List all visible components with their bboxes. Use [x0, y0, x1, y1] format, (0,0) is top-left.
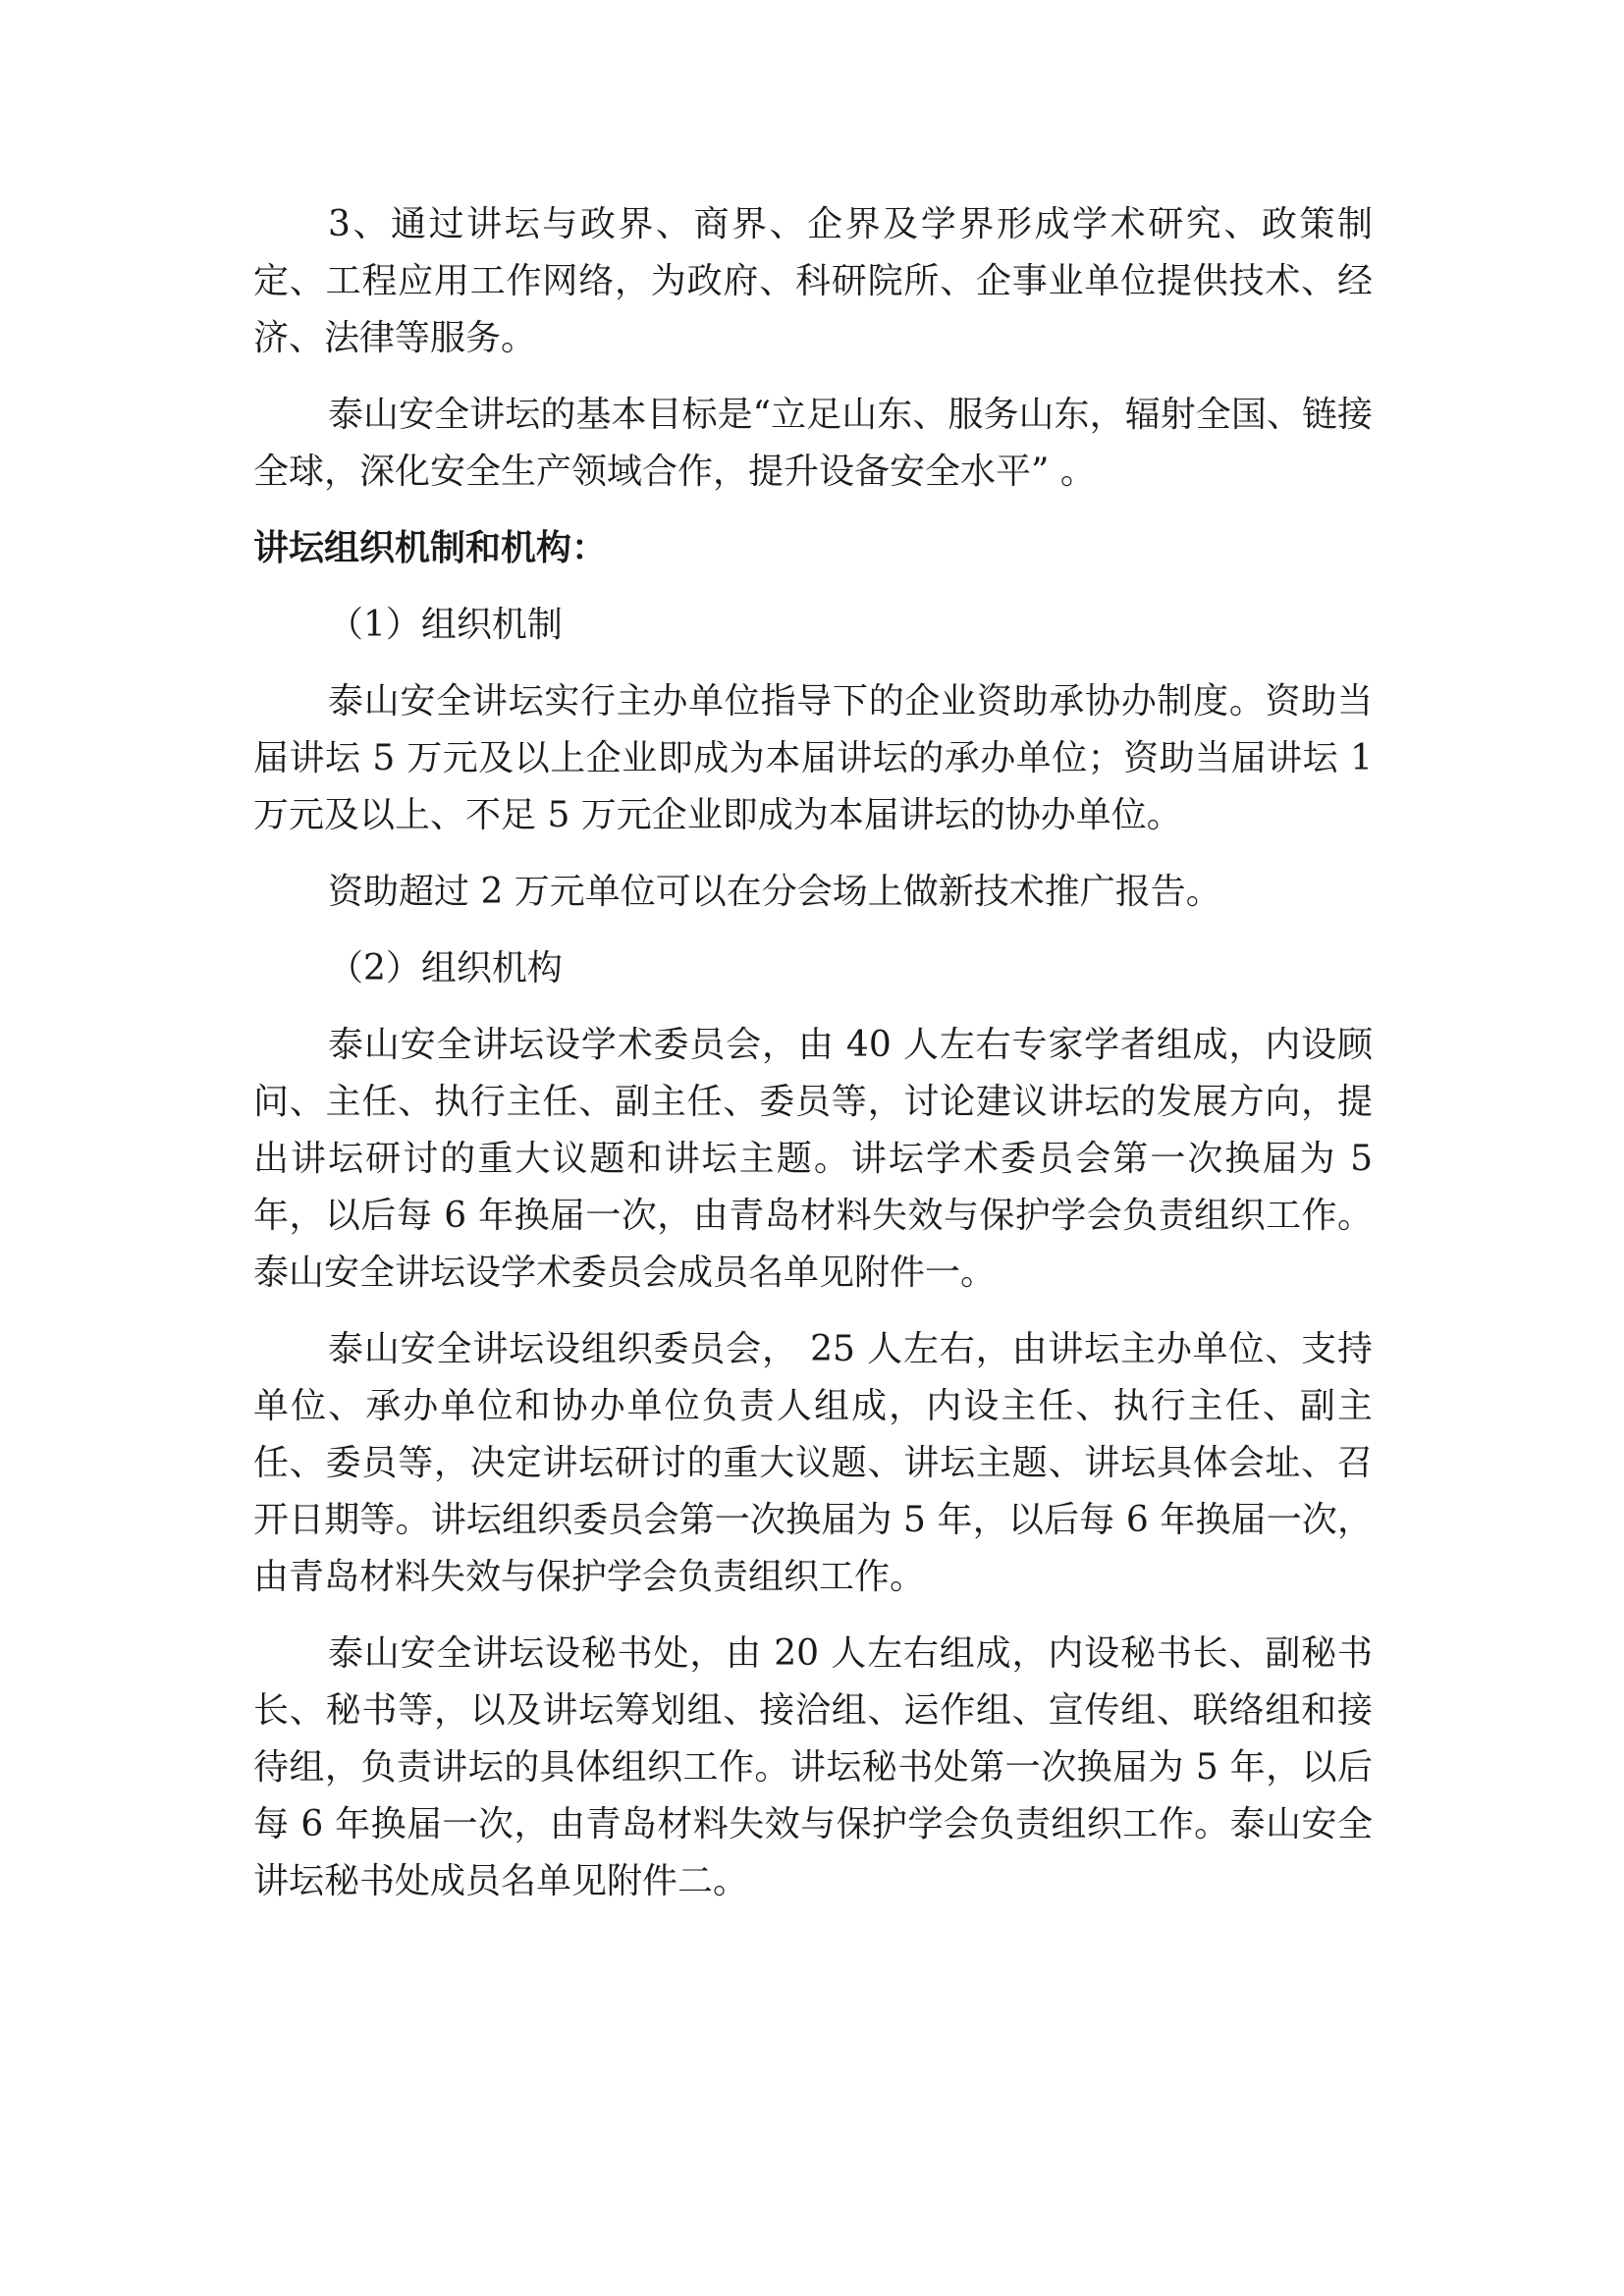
paragraph-report: 资助超过 2 万元单位可以在分会场上做新技术推广报告。 — [328, 872, 1221, 912]
paragraph-basic-goal: 泰山安全讲坛的基本目标是“立足山东、服务山东，辐射全国、链接全球，深化安全生产领域合作，提升设备安全水平” 。 — [253, 395, 1373, 492]
section-heading: 讲坛组织机制和机构： — [253, 528, 608, 568]
paragraph-secretariat: 泰山安全讲坛设秘书处，由 20 人左右组成，内设秘书长、副秘书长、秘书等，以及讲坛筹划组、接洽组、运作组、宣传组、联络组和接待组，负责讲坛的具体组织工作。讲坛秘书处第一次换届为 5 年，以后每 6 年换届一次，由青岛材料失效与保护学会负责组织工作。泰山安全讲坛秘书处成员名单见附件二。 — [253, 1633, 1373, 1901]
document-body — [253, 196, 1373, 1930]
subheading-mechanism: （1）组织机制 — [328, 605, 563, 645]
subheading-organization: （2）组织机构 — [328, 948, 563, 988]
paragraph-academic-committee: 泰山安全讲坛设学术委员会，由 40 人左右专家学者组成，内设顾问、主任、执行主任、副主任、委员等，讨论建议讲坛的发展方向，提出讲坛研讨的重大议题和讲坛主题。讲坛学术委员会第一次换届为 5 年，以后每 6 年换届一次，由青岛材料失效与保护学会负责组织工作。泰山安全讲坛设学术委员会成员名单见附件一。 — [253, 1025, 1373, 1293]
paragraph-services: 3、通过讲坛与政界、商界、企界及学界形成学术研究、政策制定、工程应用工作网络，为政府、科研院所、企事业单位提供技术、经济、法律等服务。 — [253, 204, 1373, 358]
paragraph-organizing-committee: 泰山安全讲坛设组织委员会， 25 人左右，由讲坛主办单位、支持单位、承办单位和协办单位负责人组成，内设主任、执行主任、副主任、委员等，决定讲坛研讨的重大议题、讲坛主题、讲坛具体会址、召开日期等。讲坛组织委员会第一次换届为 5 年，以后每 6 年换届一次，由青岛材料失效与保护学会负责组织工作。 — [253, 1329, 1373, 1597]
paragraph-sponsorship: 泰山安全讲坛实行主办单位指导下的企业资助承协办制度。资助当届讲坛 5 万元及以上企业即成为本届讲坛的承办单位；资助当届讲坛 1 万元及以上、不足 5 万元企业即成为本届讲坛的协办单位。 — [253, 681, 1373, 835]
